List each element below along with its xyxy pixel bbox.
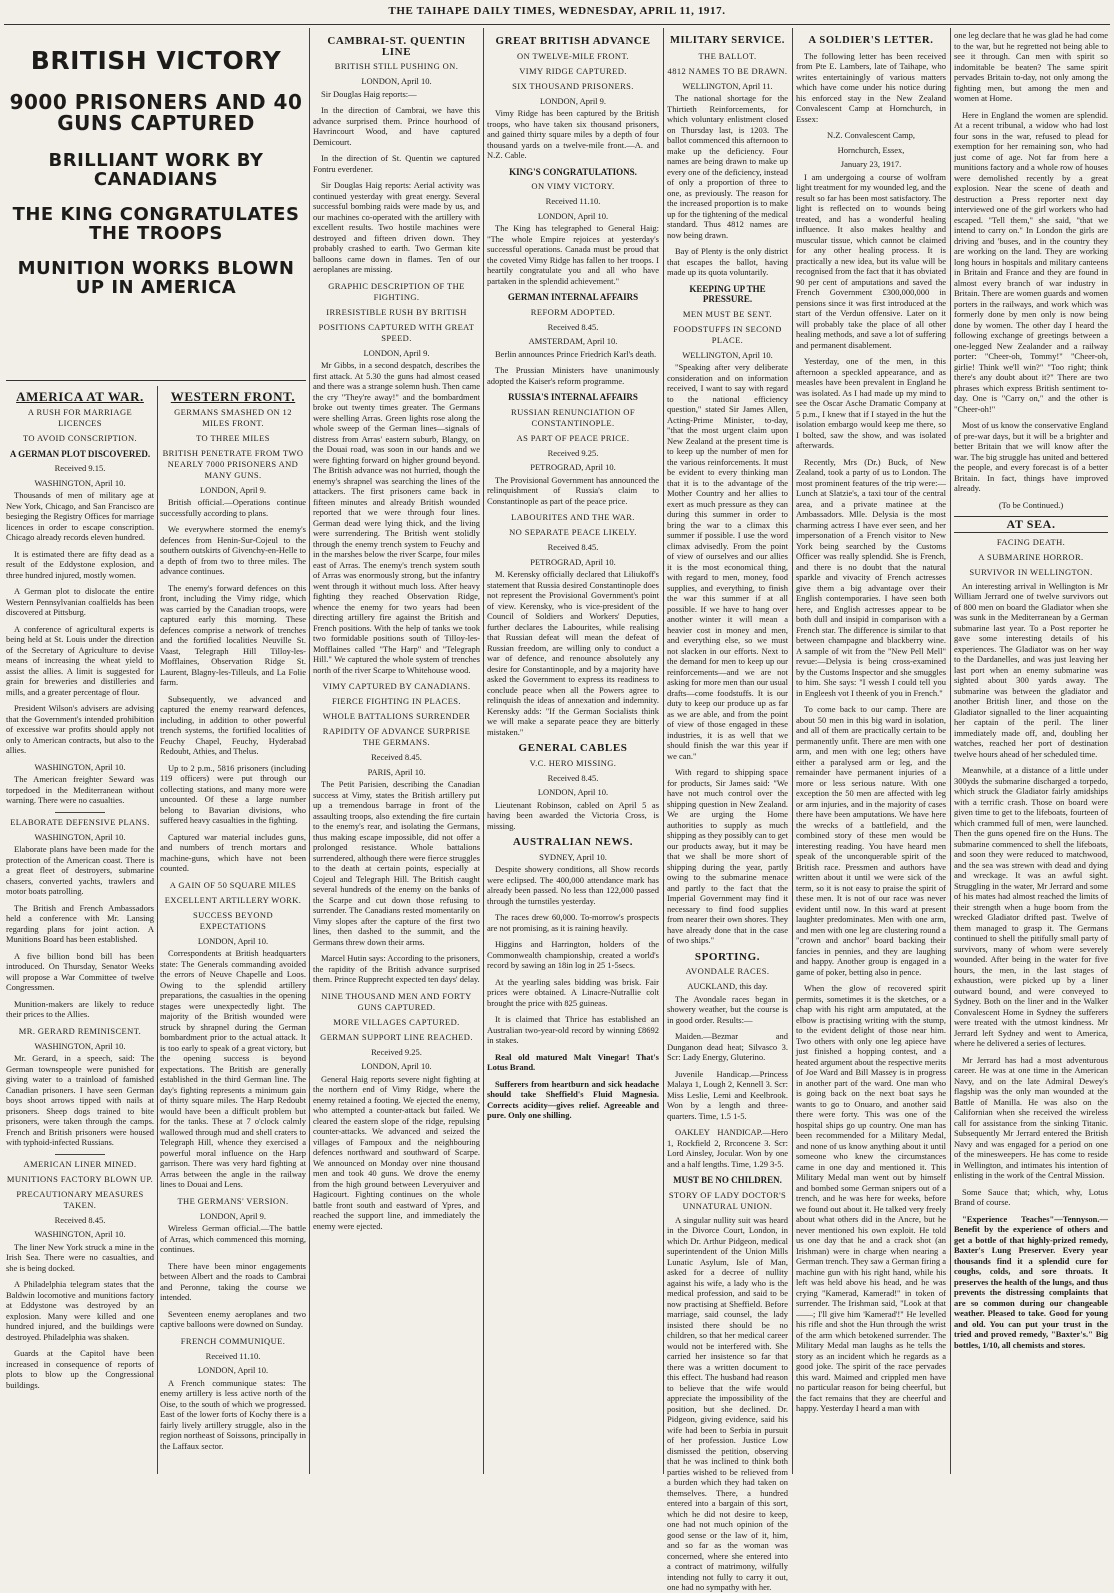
dateline: LONDON, April 9. bbox=[539, 95, 607, 106]
section-cambrai: CAMBRAI-ST. QUENTIN LINE bbox=[327, 35, 466, 58]
paragraph: Despite showery conditions, all Show records were eclipsed. The 400,000 attendance mark has already been passed. No less than 122,000 passed through the turnstiles yesterday. bbox=[487, 864, 659, 906]
dateline: LONDON, April 10. bbox=[361, 76, 432, 86]
masthead-rule bbox=[4, 24, 1110, 25]
paragraph: Thousands of men of military age at New York, Chicago, and San Francisco are besieging the Registry Offices for marriage licences in order to escape conscription. Chicago already records eleven hundred. bbox=[6, 490, 154, 542]
subhead: ELABORATE DEFENSIVE PLANS. bbox=[10, 816, 150, 827]
subhead: NINE THOUSAND MEN AND FORTY GUNS CAPTURED. bbox=[321, 990, 472, 1012]
paragraph: Here in England the women are splendid. At a recent tribunal, a widow who had lost four sons in the war, refused to plead for exemption for her remaining son, who had just come of age. Not far from here a munitions factory and a whole row of houses were demolished recently by a great explosion. Near the scene of death and destruction a Press reporter next day interviewed one of the girl workers who had escaped. "Tell them," she said, "that we intend to carry on." In London the girls are driving and 'buses, and in the country they are working on the land. They are working long hours in hospitals and military canteens in Britain and France and they are found in almost every branch of war industry in Britain. There are women guards and women porters in the railways, and work which was formerly done by men only is now being done by women. The other day I heard the following exchange of greetings between a one-legged New Zealander and a railway porter: "Cheer-oh, Tommy!" "Cheer-oh, girlie! Think we'll win?" "Too right; think there's any doubt about it?" There are two phrases which express British sentiment to-day. One is "Carry on," and the other is "Cheer-oh!" bbox=[954, 109, 1108, 414]
subhead: GERMAN SUPPORT LINE REACHED. bbox=[320, 1031, 473, 1042]
paragraph: Up to 2 p.m., 5816 prisoners (including 119 officers) were put through our collecting stations, and many more were uncounted. Of these a large number belong to Bavarian divisions, who suffered heavy casualties in the fighting. bbox=[160, 762, 306, 825]
subhead: TO AVOID CONSCRIPTION. bbox=[22, 432, 138, 443]
dateline: PETROGRAD, April 10. bbox=[530, 556, 616, 567]
paragraph: Juvenile Handicap.—Princess Malaya 1, Lough 2, Kennell 3. Scr: Miss Leslie, Lemi and Keelbrook. Won by a length and three-quarters. Time, 1.5 1-5. bbox=[667, 1068, 788, 1121]
subhead: A RUSH FOR MARRIAGE LICENCES bbox=[27, 406, 133, 428]
paragraph: Maiden.—Bezmar and Dunganon dead heat; Silvasco 3. Scr: Lady Energy, Gluterino. bbox=[667, 1031, 788, 1062]
paragraph: When the glow of recovered spirit permits, sometimes it is the sketches, or a chap with his right arm amputated, at the elbow is practising writing with the stump, to the evident delight of those near him. Two others with only one leg apiece have just finished a hopping contest, and a heated argument about the respective merits of Joe Ward and Bill Massey is in progress in another part of the ward. One man who is going back on the next boat says he wants to go to Onuaro, and another said there were forty. This was one of the hospital ships go up country. One man has been recommended for a Military Medal, and none of us know anything about it until someone who knew the circumstances came in one day and mentioned it. This Military Medal man went out by himself and bombed some German snipers out of a trench, and he was here for weeks, before we found out about it. He talked very freely about what others did in the Ancre, but he never mentioned his own exploit. He told us one day that he and a crack shot (an Irishman) were in charge when nearing a German trench. They saw a German firing a machine gun with his right hand, while his left was held above his head, and he was crying "Kamerad, Kamerad!" in token of surrender. The Irishman said, "Look at that ——; I'll give him 'Kamerad'!" He levelled his rifle and shot the Hun through the wrist of the arm which betokened surrender. The Military Medal man laughs as he tells the story as an incident which he regards as a good joke. The spirit of the race pervades this ward. Maimed and crippled men have no particular reason for being cheerful, but the fact remains that they are cheerful and happy. Yesterday I heard a man with bbox=[796, 983, 946, 1413]
paragraph: Higgins and Harrington, holders of the Commonwealth championship, created a world's record by sawing an 18in log in 25 1-5secs. bbox=[487, 939, 659, 970]
subhead: EXCELLENT ARTILLERY WORK. bbox=[164, 894, 302, 905]
received-time: Received 11.10. bbox=[205, 1350, 261, 1361]
masthead: THE TAIHAPE DAILY TIMES, WEDNESDAY, APRIL 11, 1917. bbox=[388, 5, 726, 17]
subhead: THE BALLOT. bbox=[698, 50, 757, 61]
paragraph: Bay of Plenty is the only district that escapes the ballot, having made up its quota voluntarily. bbox=[667, 246, 788, 277]
subhead: A GERMAN PLOT DISCOVERED. bbox=[9, 448, 151, 459]
section-general-cables: GENERAL CABLES bbox=[518, 742, 628, 754]
paragraph: The national shortage for the Thirtieth Reinforcements, for which voluntary enlistment closed on Thursday last, is 1203. The ballot commenced this afternoon to make up the deficiency. Four names are being drawn to make up every one of the deficiency, instead of only a proportion of three to one, as previously. The reason for the increased proportion is to make up for the tightening of the medical standard. Thus 4812 names are now being drawn. bbox=[667, 93, 788, 240]
subhead: V.C. HERO MISSING. bbox=[529, 757, 617, 768]
paragraph: The Avondale races began in showery weather, but the course is in good order. Results:— bbox=[667, 993, 788, 1025]
paragraph: Berlin announces Prince Friedrich Karl's death. bbox=[495, 348, 657, 359]
received-time: Received 11.10. bbox=[545, 196, 601, 206]
paragraph: Mr. Gerard, in a speech, said: The German townspeople were punished for giving water to a trainload of famished Canadian prisoners. I have seen German boys shoot arrows tipped with nails at prisoners. Sheep dogs trained to bite prisoners, were taken through the camps. French and British prisoners were housed with typhoid-infected Russians. bbox=[6, 1053, 154, 1147]
subhead: PRECAUTIONARY MEASURES TAKEN. bbox=[16, 1188, 144, 1210]
subhead: TO THREE MILES bbox=[196, 432, 270, 443]
subhead: STORY OF LADY DOCTOR'S UNNATURAL UNION. bbox=[668, 1189, 787, 1211]
subhead: SUCCESS BEYOND EXPECTATIONS bbox=[193, 909, 273, 931]
paragraph: A five billion bond bill has been introduced. On Thursday, Senator Weeks will propose a War Committee of twelve Congressmen. bbox=[6, 950, 154, 992]
column-rule bbox=[157, 386, 158, 1474]
paragraph: Meanwhile, at a distance of a little under 300yds the submarine discharged a torpedo, which struck the Gladiator fairly amidships with a terrific crash. Those on board were given time to get to the lifeboats, fourteen of which crammed full of men, were launched. Then the guns opened fire on the Huns. The submarine commenced to shell the lifeboats, and soon they were reduced to matchwood, and the sea was strewn with dead and dying and wreckage. It was an awful sight. Struggling in the water, Mr Jerrard and some of his mates had almost reached the limits of their strength when a huge boom from the wrecked Gladiator drifted past. Twelve of them managed to grasp it. The Germans continued to shell the pitifully small party of survivors, many of whom were severely wounded. After being in the water for five hours, the men, in the last stages of exhaustion, were picked up by a liner outward bound, and were conveyed to Sydney. Both on the liner and in the Walker Convalescent Home in Sydney the sufferers were treated with the utmost kindness. Mr Jerrard left Sydney and went to America, where he delivered a series of lectures. bbox=[954, 765, 1108, 1048]
received-time: Received 8.45. bbox=[547, 321, 599, 332]
subhead: MUNITIONS FACTORY BLOWN UP. bbox=[6, 1173, 154, 1184]
subhead: RUSSIAN RENUNCIATION OF CONSTANTINOPLE. bbox=[511, 406, 635, 428]
paragraph: Guards at the Capitol have been increased in consequence of reports of plots to blow up the Congressional buildings. bbox=[6, 1348, 154, 1390]
column-at-sea bbox=[954, 30, 1108, 1470]
dateline: AMSTERDAM, April 10. bbox=[528, 336, 618, 346]
section-great-british-advance: GREAT BRITISH ADVANCE bbox=[495, 35, 651, 47]
headline-canadians: BRILLIANT WORK BY CANADIANS bbox=[48, 150, 264, 191]
paragraph: Subsequently, we advanced and captured the enemy rearward defences, including, in addition to other powerful trench systems, the fortified localities of Feuchy Chapel, Feuchy, Hyderabad Redoubt, Athies, and Thelus. bbox=[160, 693, 306, 756]
dateline: LONDON, April 9. bbox=[199, 1210, 267, 1221]
paragraph: Munition-makers are likely to reduce their prices to the Allies. bbox=[6, 998, 154, 1019]
paragraph: M. Kerensky officially declared that Liliukoff's statement that Russia desired Constantinople does not represent the Provisional Government's point of view. Kerensky, who is vice-president of the Council of Soldiers and Workers' Deputies, further declares the Labourites, while realising that Russian defeat will mean the defeat of Russian freedom, are willing only to conduct a war of defence, and renounce absolutely any desire for Constantinople, and by a majority have asked the Government to express its readiness to conclude peace when all the Powers agree to relinquish the ideas of annexation and indemnity. Kerensky adds: "If the German Socialists think we will make a separate peace they are bitterly mistaken." bbox=[487, 569, 659, 737]
dateline: AUCKLAND, this day. bbox=[687, 981, 768, 991]
paragraph: We everywhere stormed the enemy's defences from Henin-Sur-Cojeul to the southern outskirts of Givenchy-en-Helle to a depth of from two to three miles. The advance continues. bbox=[160, 524, 306, 576]
column-rule bbox=[792, 28, 793, 1474]
lead-rule bbox=[6, 380, 306, 381]
paragraph: Lieutenant Robinson, cabled on April 5 as having been awarded the Victoria Cross, is missing. bbox=[487, 799, 659, 831]
paragraph: With regard to shipping space for products, Sir James said: "We have not much control over the shipping question in New Zealand. We are urging the Home authorities to supply as much shipping as they possibly can to get our products away, but it may be that we shall be more short of shipping during the year, partly owing to the submarine menace and partly to the fact that the Imperial Government may find it necessary to find food supplies from nearer their own shores. They have already done that in the case of two ships." bbox=[667, 767, 788, 945]
subhead: KEEPING UP THE PRESSURE. bbox=[689, 283, 766, 304]
paragraph: President Wilson's advisers are advising that the Government's intended prohibition of excessive war profits should apply not only to American contracts, but also to the allies. bbox=[6, 703, 154, 755]
paragraph: OAKLEY HANDICAP.—Hero 1, Rockfield 2, Rrconcene 3. Scr: Lord Ainsley, Jocular. Won by one and a half lengths. Time, 1.29 3-5. bbox=[667, 1127, 788, 1169]
subhead: AMERICAN LINER MINED. bbox=[23, 1158, 137, 1169]
subhead: VIMY CAPTURED BY CANADIANS. bbox=[322, 681, 471, 691]
subhead: BRITISH STILL PUSHING ON. bbox=[334, 61, 459, 71]
subhead: GERMANS SMASHED ON 12 MILES FRONT. bbox=[174, 406, 292, 428]
received-time: Received 9.25. bbox=[371, 1046, 422, 1057]
paragraph: The races drew 60,000. To-morrow's prospects are not promising, as it is raining heavily. bbox=[487, 912, 659, 933]
paragraph: The liner New York struck a mine in the Irish Sea. There were no casualties, and she is being docked. bbox=[6, 1241, 154, 1273]
advertisement: Some Sauce that; which, why, Lotus Brand of course. bbox=[954, 1186, 1108, 1207]
paragraph: A singular nullity suit was heard in the Divorce Court, London, in which Dr. Arthur Pidgeon, medical superintendent of the Union Mills Lunatic Asylum, Isle of Man, asked for a decree of nullity against his wife, a lady who is the medical profession, and said to be now practising at Sheffield. Before marriage, said counsel, the lady insisted there should be no children, so that her medical career would not be interfered with. She carried her insistence so far that there was a written document to this effect. The husband had reason to believe that the wife would appreciate the impossibility of the position, but she declined. Dr. Pidgeon, giving evidence, said his wife had been to Serbia in pursuit of her profession. Justice Low dismissed the petition, observing that he was inclined to think both parties wished to be relieved from a burden which they had taken on themselves. There, a hundred entered into a bargain of this sort, which he did not desire to keep, one had not much opinion of the good sense or the law of it, him, and so far as the woman was concerned, where she entered into a contract of matrimony, wilfully intending not fully to carry it out, one had no sympathy with her. bbox=[667, 1214, 788, 1592]
subhead: LABOURITES AND THE WAR. bbox=[511, 512, 635, 522]
paragraph: A Philadelphia telegram states that the Baldwin locomotive and munitions factory at Eddystone was destroyed by an explosion. Many were killed and one hundred injured, and the buildings were destroyed. Philadelphia was shaken. bbox=[6, 1279, 154, 1342]
paragraph: Most of us know the conservative England of pre-war days, but it will be a brighter and better Britain that we will know after the war. The big struggle has united and bettered the people, and every forecast is of a better Britain. In fact, things have improved already. bbox=[954, 420, 1108, 493]
subhead: SURVIVOR IN WELLINGTON. bbox=[969, 566, 1093, 577]
paragraph: Sir Douglas Haig reports: Aerial activity was continued yesterday with great energy. Several successful bombing raids were made by us, and our machines co-operated with the artillery with excellent results. Two hostile machines were destroyed and fifteen driven down. They probably crashed to earth. Two German kite balloons came down in flames. Ten of our aeroplanes are missing. bbox=[313, 180, 480, 274]
column-rule bbox=[309, 28, 310, 1474]
paragraph: one leg declare that he was glad he had come to the war, but he regretted not being able to see it through. Can men with spirit so indomitable be beaten? The same spirit pervades Britain to-day, not only among the fighting men, but among the men and women at Home. bbox=[954, 30, 1108, 103]
dateline: LONDON, April 9. bbox=[363, 347, 430, 358]
dateline: WELLINGTON, April 10. bbox=[682, 349, 773, 360]
subhead: FRENCH COMMUNIQUE. bbox=[180, 1335, 286, 1346]
column-rule bbox=[483, 28, 484, 1474]
subhead: MEN MUST BE SENT. bbox=[682, 308, 773, 319]
headline-british-victory: BRITISH VICTORY bbox=[30, 46, 282, 75]
dateline: LONDON, April 9. bbox=[199, 484, 267, 495]
dateline: LONDON, April 10. bbox=[361, 1061, 432, 1071]
paragraph: Wireless German official.—The battle of Arras, which commenced this morning, continues. bbox=[160, 1223, 306, 1254]
subhead: IRRESISTIBLE RUSH BY BRITISH bbox=[326, 306, 467, 317]
divider bbox=[55, 1154, 105, 1155]
subhead: RUSSIA'S INTERNAL AFFAIRS bbox=[508, 392, 638, 402]
section-western-front: WESTERN FRONT. bbox=[170, 389, 296, 404]
subhead: BRITISH PENETRATE FROM TWO NEARLY 7000 PRISONERS AND MANY GUNS. bbox=[162, 447, 304, 480]
subhead: NO SEPARATE PEACE LIKELY. bbox=[509, 527, 637, 537]
column-soldiers-letter bbox=[796, 30, 946, 1470]
advertisement: "Experience Teaches"—Tennyson.—Benefit by the experience of others and get a bottle of that highly-prized remedy, Baxter's Lung Preserver. Every year thousands find it a splendid cure for coughs, colds, and sore throats. It preserves the health of the lungs, and thus prevents the distressing complaints that are so common during our changeable weather. Pleased to take. Good for young and old. You can put your trust in the tried and proved remedy, "Baxter's." Big bottles, 1/10, all chemists and stores. bbox=[954, 1213, 1108, 1350]
paragraph: The enemy's forward defences on this front, including the Vimy ridge, which was carried by the Canadian troops, were captured early this morning. These defences comprise a network of trenches and the fortified localities Neuville St. Vaast, Telegraph Hill Tilloy-les-Mofflaines, Observation Ridge St. Laurent, Blagny-les-Tilleuls, and La Folie farm. bbox=[160, 582, 306, 687]
dateline: LONDON, April 10. bbox=[197, 1365, 269, 1375]
paragraph: An interesting arrival in Wellington is Mr William Jerrard one of twelve survivors out of 800 men on board the Gladiator when she was sunk in the Mediterranean by a German submarine last year. To a Post reporter he gave some interesting details of his experiences. The Gladiator was on her way to the Dardanelles, and was just leaving her last port when an enemy submarine was sighted about 300 yards away. The submarine was between the gladiator and another British liner, and those on the Gladiator signalled to the liner acquainting her captain of the peril. The liner immediately made off, and, doubling her watches, reached her port of destination twelve hours ahead of her scheduled time. bbox=[954, 580, 1108, 759]
paragraph: I am undergoing a course of wolfram light treatment for my wounded leg, and the result so far has been most satisfactory. The light is reflected on to wounds being treated, and has a wonderful healing influence. It also makes healthy and muscular tissue, which cannot be claimed for any other healing process. It is practically a new idea, but its value will be recognised from the fact that it has obviated 90 per cent of amputations and saved the French Government £300,000,000 in pensions since it was first introduced at the start of the Verdun offensive. Later on it will probably take the place of all other healing methods, and save a lot of suffering and permanent disablement. bbox=[796, 171, 946, 350]
subhead: AS PART OF PEACE PRICE. bbox=[516, 432, 630, 443]
paragraph: In the direction of St. Quentin we captured Fontru everdener. bbox=[313, 153, 480, 174]
section-sporting: SPORTING. bbox=[694, 950, 761, 963]
received-time: Received 8.45. bbox=[547, 772, 599, 783]
continued-note: (To be Continued.) bbox=[998, 499, 1064, 510]
section-at-sea: AT SEA. bbox=[954, 516, 1108, 533]
paragraph: The Prussian Ministers have unanimously adopted the Kaiser's reform programme. bbox=[487, 365, 659, 386]
dateline: SYDNEY, April 10. bbox=[539, 851, 607, 862]
subhead: A SUBMARINE HORROR. bbox=[978, 551, 1084, 562]
dateline: WELLINGTON, April 11. bbox=[682, 80, 773, 91]
dateline: WASHINGTON, April 10. bbox=[34, 761, 126, 772]
subhead: VIMY RIDGE CAPTURED. bbox=[519, 65, 627, 76]
paragraph: Elaborate plans have been made for the protection of the American coast. There is a great fleet of destroyers, submarine chasers, converted yachts, trawlers and motor boats patrolling. bbox=[6, 844, 154, 896]
paragraph: The British and French Ambassadors held a conference with Mr. Lansing regarding plans for joint action. A Munitions Board has been established. bbox=[6, 902, 154, 944]
section-soldiers-letter: A SOLDIER'S LETTER. bbox=[808, 35, 934, 46]
subhead: WHOLE BATTALIONS SURRENDER bbox=[322, 711, 471, 721]
advertisement: Sufferers from heartburn and sick headache should take Sheffield's Fluid Magnesia. Corrects acidity—gives relief. Agreeable and pure. Only one shilling. bbox=[487, 1078, 659, 1120]
paragraph: General Haig reports severe night fighting at the northern end of Vimy Ridge, where the enemy retained a footing. We ejected the enemy, who attempted a counter-attack but failed. We cleared the eastern slope of the ridge, repulsing counter-attacks. We advanced and seized the villages of Fampoux and the neighbouring defences northward and southward of Scarpe. We announced on Monday over nine thousand men and took 40 guns. We drove the enemy from the high ground between Leveryuiver and Hagicourt. Fighting continues on the whole battle front south and eastward of Ypres, and reached the support line, and immediately the enemy were ejected. bbox=[313, 1073, 480, 1231]
paragraph: A German plot to dislocate the entire Western Pennsylvanian coalfields has been discovered at Pittsburg. bbox=[6, 586, 154, 617]
paragraph: It is claimed that Thrice has established an Australian two-year-old record by winning £8692 in stakes. bbox=[487, 1014, 659, 1045]
subhead: A GAIN OF 50 SQUARE MILES bbox=[169, 879, 297, 890]
paragraph: The Provisional Government has announced the relinquishment of Russia's claim to Constantinople as part of the peace price. bbox=[487, 474, 659, 506]
paragraph: The following letter has been received from Pte E. Lambers, late of Taihape, who writes entertainingly of various matters which have come under his notice during his enforced stay in the New Zealand Convalescent Camp at Hornchurch, in Essex: bbox=[796, 50, 946, 124]
divider bbox=[55, 812, 105, 813]
paragraph: A conference of agricultural experts is being held at St. Louis under the direction of the Secretary of Agriculture to devise means of increasing the wheat yield to assist the allies. A limit is suggested for grain for breweries and distilleries and mills, and a greater percentage of flour. bbox=[6, 623, 154, 697]
received-time: Received 9.25. bbox=[547, 447, 599, 458]
paragraph: The King has telegraphed to General Haig: "The whole Empire rejoices at yesterday's successful operations. Canada must be proud that the coveted Vimy Ridge has fallen to her troops. I heartily congratulate you and all who have partaken in the splendid achievement." bbox=[487, 223, 659, 286]
column-western-front bbox=[160, 386, 306, 1470]
dateline: WASHINGTON, April 10. bbox=[34, 1040, 126, 1051]
paragraph: There have been minor engagements between Albert and the roads to Cambrai and Peronne, taking the course we intended. bbox=[160, 1260, 306, 1302]
section-military-service: MILITARY SERVICE. bbox=[669, 35, 786, 46]
paragraph: Mr Gibbs, in a second despatch, describes the first attack. At 5.30 the guns had almost ceased and there was a strange solemn hush. Then came the cry "They're away!" and the bombardment broke out twenty times greater. The Germans were shelling Arras. Green lights rose along the whole sweep of the German lines—signals of distress from Arras' eastern suburb, Blangy, on the Douai road, was soon in our hands and we were fighting forward on higher ground beyond. The British advance was not hurried, though the enemy's shrapnel was searching the lines of the attackers. The first prisoners came back in fifteen minutes and already British wounded reported that we were through four lines. German dead were lying thick, and the living were surrendering. The British went stolidly through the enemy trench system to Feuchy and in the marshes below the river Scarpe, four miles east of Arras. The enemy's trench system south of Arras was enormously strong, but the infantry went through it without much loss. After heavy fighting they reached Observation Ridge, whence the enemy for two years had been directing artillery fire against the British and French positions. With the help of tanks we took two formidable positions south of Tilloy-les-Mofflaines called "The Harp" and "Telegraph Hill." We captured the whole system of trenches north of the river Scarpe to Whitehouse wood. bbox=[313, 360, 480, 675]
dateline: PARIS, April 10. bbox=[367, 766, 426, 777]
column-great-british-advance bbox=[487, 30, 659, 1470]
paragraph: Recently, Mrs (Dr.) Buck, of New Zealand, took a party of us to London. The most prominent features of the trip were:—Lunch at Slatzie's, a taxi tour of the central area, and a private matinee at the Ambassadors. Mlle. Delysia is the most charming actress I have ever seen, and her impersonation of a French visitor to New York being searched by the Customs Officer was really splendid. She is French, and there is no doubt that the natural sparkle and vivacity of French actresses give them a big advantage over their English contemporaries. I have seen both here, and English actresses appear to be both dull and insipid in comparison with a French star. The difference is similar to that between champagne and blackberry wine. A sample of wit from the "New Pell Mell" revue:—Delysia is being cross-examined by the Customs Inspector and she smuggles to him. She says: "I wessh I could tell you in Engleesh vot I theenk of you in French." bbox=[796, 456, 946, 698]
column-rule bbox=[663, 28, 664, 1474]
subhead: KING'S CONGRATULATIONS. bbox=[509, 166, 637, 177]
received-time: Received 8.45. bbox=[54, 1214, 106, 1225]
paragraph: The Petit Parisien, describing the Canadian success at Vimy, states the British artillery put up a tremendous barrage in front of the assaulting troops, also extending the fire curtain to the enemy's rear, and isolating the Germans, thus making escape impossible, did not offer a prolonged resistance. Whole battalions surrendered, although there were fierce struggles to the death at certain points, especially at Cojeul and Telegraph Hill. The British caught several hundreds of the enemy on the banks of the Scarpe and cut down those refusing to surrender. The Canadians rested momentarily on Vimy slopes after the capture of the first two lines, then dashed to the summit, and the Germans threw down their arms. bbox=[313, 779, 480, 947]
dateline: WASHINGTON, April 10. bbox=[34, 477, 126, 488]
paragraph: Yesterday, one of the men, in this afternoon a speckled appearance, and as measles have been prevalent in England he was isolated. As I had made up my mind to see the Oscar Asche Dramatic Company at 5 p.m., I knew that if I stayed in the hut the isolation embargo would keep me there, so I bolted, saw the show, and was isolated afterwards. bbox=[796, 356, 946, 450]
address-line: Hornchurch, Essex, bbox=[837, 144, 905, 155]
subhead: REFORM ADOPTED. bbox=[530, 306, 616, 317]
column-cambrai bbox=[313, 30, 480, 1470]
dateline: LONDON, April 10. bbox=[197, 935, 269, 946]
dateline: WASHINGTON, April 10. bbox=[34, 1229, 126, 1239]
subhead: FIERCE FIGHTING IN PLACES. bbox=[332, 696, 461, 706]
section-australian-news: AUSTRALIAN NEWS. bbox=[512, 836, 634, 848]
paragraph: Seventeen enemy aeroplanes and two captive balloons were downed on Sunday. bbox=[160, 1308, 306, 1329]
paragraph: To come back to our camp. There are about 50 men in this big ward in isolation, and all of them are practically certain to be permanently unfit. There are men with one arm, and men with one leg; others have either a paralysed arm or leg, and the remainder have permanent injuries of a more or less serious nature. With one exception the 50 men are affected with leg or arm injuries, and in the majority of cases there have been amputations. We have here the wrecks of a battlefield, and the combined story of these men would be interesting reading. You have heard men speak of the unconquerable spirit of the British race. Pressmen and authors have written about it until we were sick of the term, so it is not easy to praise the spirit of these men. It is not of our race was never evident until now. In this ward at present laughter predominates. Men with one arm, and men with one leg are clustering round a "crown and anchor" board backing their fancies in pennies, and they are laughing and happy. Another group is engaged in a game of poker, betting also in pence. bbox=[796, 704, 946, 977]
subhead: GERMAN INTERNAL AFFAIRS bbox=[507, 292, 639, 302]
dateline: LONDON, April 10. bbox=[537, 787, 609, 797]
headline-king: THE KING CONGRATULATES THE TROOPS bbox=[12, 204, 300, 244]
subhead: POSITIONS CAPTURED WITH GREAT SPEED. bbox=[318, 321, 475, 343]
dateline: WASHINGTON, April 10. bbox=[34, 831, 126, 842]
dateline: LONDON, April 10. bbox=[537, 210, 609, 221]
subhead: GRAPHIC DESCRIPTION OF THE FIGHTING. bbox=[328, 280, 465, 302]
paragraph: It is estimated there are fifty dead as a result of the Eddystone explosion, and three hundred injured, mostly women. bbox=[6, 548, 154, 580]
subhead: MR. GERARD REMINISCENT. bbox=[18, 1025, 142, 1036]
dateline: PETROGRAD, April 10. bbox=[530, 462, 616, 472]
subhead: AVONDALE RACES. bbox=[685, 966, 770, 976]
paragraph: The American freighter Seward was torpedoed in the Mediterranean without warning. There were no casualties. bbox=[6, 774, 154, 805]
paragraph: Vimy Ridge has been captured by the British troops, who have taken six thousand prisoners, and gained thirty square miles by a depth of four thousand yards on a twelve-mile front.—A. and N.Z. Cable. bbox=[487, 108, 659, 160]
section-america-at-war: AMERICA AT WAR. bbox=[16, 389, 144, 404]
subhead: ON VIMY VICTORY. bbox=[531, 181, 615, 191]
headline-prisoners: 9000 PRISONERS AND 40 GUNS CAPTURED bbox=[9, 90, 303, 136]
subhead: 4812 NAMES TO BE DRAWN. bbox=[667, 65, 788, 76]
paragraph: Captured war material includes guns, and numbers of trench mortars and machine-guns, which have not been counted. bbox=[160, 831, 306, 873]
subhead: FOODSTUFFS IN SECOND PLACE. bbox=[673, 323, 782, 345]
column-rule bbox=[950, 28, 951, 1474]
paragraph: Marcel Hutin says: According to the prisoners, the rapidity of the British advance surprised them. Prince Rupprecht expected ten days' delay. bbox=[313, 953, 480, 984]
subhead: MUST BE NO CHILDREN. bbox=[673, 1175, 782, 1185]
paragraph: In the direction of Cambrai, we have this advance surprised them. Prince hourhood of Havrincourt Wood, and have captured Demicourt. bbox=[313, 105, 480, 147]
address-line: January 23, 1917. bbox=[840, 159, 902, 169]
received-time: Received 9.15. bbox=[54, 463, 106, 473]
received-time: Received 8.45. bbox=[547, 542, 599, 552]
subhead: ON TWELVE-MILE FRONT. bbox=[517, 50, 629, 61]
subhead: SIX THOUSAND PRISONERS. bbox=[512, 80, 634, 91]
column-lead bbox=[6, 30, 306, 355]
paragraph: A French communique states: The enemy artillery is less active north of the Oise, to the south of which we progressed. East of the lower forts of Kochy there is a fairly lively artillery struggle, also in the region northeast of Soissons, principally in the Laffaux sector. bbox=[160, 1377, 306, 1451]
column-america-at-war bbox=[6, 386, 154, 1470]
subhead: THE GERMANS' VERSION. bbox=[177, 1195, 289, 1206]
paragraph: Correspondents at British headquarters state: The Generals commanding avoided the errors of Neuve Chapelle and Loos. Owing to the splendid artillery preparations, the casualties in the opening stages were unexpectedly light. The majority of the British wounded were struck by shrapnel during the German bombardment prior to the actual attack. It is too early to speak of a great victory, but the opening success is beyond expectations. The British are generally established in the third German line. The day's fighting represents a minimum gain of thirty square miles. The Harp Redoubt would have been a difficult problem but for the tanks. These at 7 o'clock calmly wallowed through mud and shell craters to Telegraph Hill, whence they exercised a powerful moral influence on the Harp garrison. There was very hard fighting at Arras between the angle in the railway lines to Douai and Lens. bbox=[160, 948, 306, 1189]
advertisement: Real old matured Malt Vinegar! That's Lotus Brand. bbox=[487, 1051, 659, 1072]
paragraph: "Speaking after very deliberate consideration and on information received, I want to say with regard to the national efficiency question," stated Sir James Allen, Acting-Prime Minister, to-day, "that the most urgent claim upon New Zealand at the present time is to keep up the number of men for the various reinforcements. It must be evident to every thinking man that it is to the advantage of the Mother Country and her allies to exert as much pressure as they can during this summer in order to bring the war to a climax this summer if possible. I use the word climax advisedly. From the point of view of ourselves and our allies it is the most economical thing, with regard to men, money, food supplies, and everything, to finish the war this summer if at all possible. If we have to hang over another winter it will mean a heavier cost in money and men, and everything else, so we must not slacken in our efforts. Next to the demand for men to keep up our reinforcements—and we are not asking for more men than our usual drafts—come foodstuffs. It is our duty to keep our produce up as far as we are able, and from the point of view of those engaged in these industries, it is as well that we should finish the war this year if we can." bbox=[667, 362, 788, 761]
column-military-service bbox=[667, 30, 788, 1592]
subhead: FACING DEATH. bbox=[996, 536, 1066, 547]
subhead: MORE VILLAGES CAPTURED. bbox=[333, 1016, 460, 1027]
paragraph: At the yearling sales bidding was brisk. Fair prices were obtained. A Linacre-Nutrallie colt brought the price with 825 guineas. bbox=[487, 976, 659, 1008]
paragraph: Mr Jerrard has had a most adventurous career. He was at one time in the American Navy, and on the late Admiral Dewey's flagship was the only man wounded at the Battle of Manilla. He was also on the Californian when she received the wireless call for assistance from the sinking Titanic. Subsequently Mr Jerrard entered the British Navy and was engaged for a period on one of the minesweepers. He has come to reside in Wellington, and intimates his intention of enlisting in the work of the Central Mission. bbox=[954, 1054, 1108, 1180]
paragraph: British official.—Operations continue successfully according to plans. bbox=[160, 497, 306, 518]
paragraph: Sir Douglas Haig reports:— bbox=[321, 88, 417, 99]
address-line: N.Z. Convalescent Camp, bbox=[826, 130, 916, 140]
subhead: RAPIDITY OF ADVANCE SURPRISE THE GERMANS. bbox=[322, 726, 471, 747]
received-time: Received 8.45. bbox=[371, 752, 422, 762]
headline-munition-works: MUNITION WORKS BLOWN UP IN AMERICA bbox=[17, 257, 295, 298]
